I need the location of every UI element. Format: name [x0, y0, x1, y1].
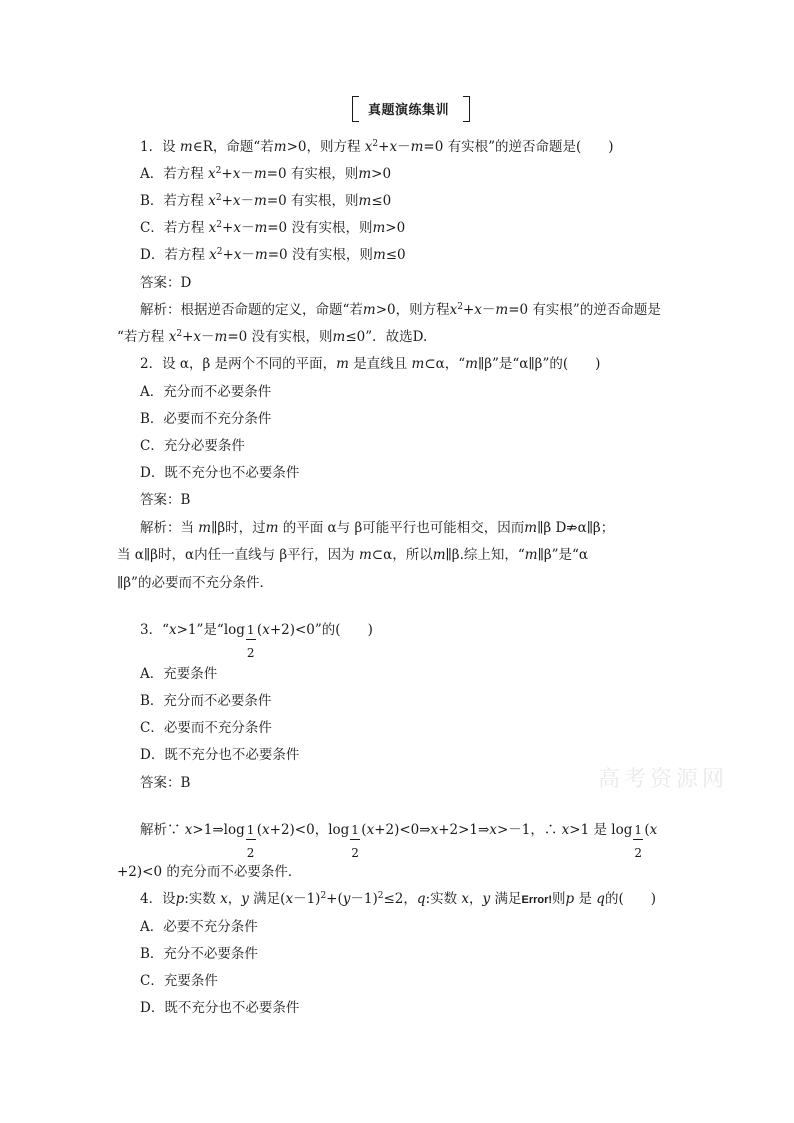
q3-option-c: C．必要而不充分条件	[140, 720, 272, 736]
q3-analysis-fraction-2: $\frac{1}{2}$	[351, 823, 359, 860]
right-bracket	[463, 96, 470, 122]
q3-option-b: B．充分而不必要条件	[140, 693, 272, 709]
q2-option-a: A．充分而不必要条件	[140, 384, 272, 400]
q3-fraction: $\frac{1}{2}$	[246, 623, 255, 660]
q4-option-c: C．充要条件	[140, 973, 218, 989]
q2-analysis-line1: 解析：当 m∥β时，过m 的平面 α与 β可能平行也可能相交，因而m∥β D⇏α∥β；	[140, 520, 615, 536]
section-title	[352, 96, 470, 122]
q4-option-b: B．充分不必要条件	[140, 946, 258, 962]
q1-option-b: B．若方程 $x^2+x-m=0$ 有实根，则m≤0	[140, 193, 392, 209]
watermark: 高考资源网	[598, 767, 729, 792]
q4-stem: 4．设p:实数 x，y 满足$(x-1)^2+(y-1)^2\le 2$，q:实数 x，y 满足Error!则p 是 q的( )	[140, 891, 656, 907]
q3-analysis-line1: 解析∵ x>1⇒log $\frac{1}{2}$ (x+2)<0，log $\frac{1}{2}$ (x+2)<0⇒x+2>1⇒x>－1，∴ x>1 是 log $\frac{1}{2}$ (x	[140, 822, 658, 860]
q2-option-b: B．必要而不充分条件	[140, 411, 272, 427]
q3-option-a: A．充要条件	[140, 666, 218, 682]
q3-analysis-fraction-1: $\frac{1}{2}$	[246, 823, 255, 860]
q2-analysis-line2: 当 α∥β时，α内任一直线与 β平行，因为 m⊂α，所以m∥β.综上知，“m∥β”是“α	[117, 547, 589, 563]
section-title-text: 真题演练集训	[368, 103, 450, 118]
error-placeholder: Error!	[521, 894, 553, 906]
q1-stem: 1．设 m∈R，命题“若m>0，则方程 $x^2+x-m=0$ 有实根”的逆否命题是( )	[140, 139, 614, 155]
q3-analysis-fraction-3: $\frac{1}{2}$	[634, 823, 643, 860]
q1-option-c: C．若方程 $x^2+x-m=0$ 没有实根，则m>0	[140, 220, 406, 236]
q1-answer: 答案：D	[140, 275, 192, 291]
q1-option-d: D．若方程 $x^2+x-m=0$ 没有实根，则m≤0	[140, 247, 406, 263]
q1-analysis-line1: 解析：根据逆否命题的定义，命题“若m>0，则方程$x^2+x-m=0$ 有实根”的逆否命题是	[140, 302, 661, 318]
q3-option-d: D．既不充分也不必要条件	[140, 747, 300, 763]
q3-stem: 3．“x>1”是“log $\frac{1}{2}$ (x+2)<0”的( )	[140, 622, 373, 660]
q4-option-a: A．必要不充分条件	[140, 919, 258, 935]
q2-stem: 2．设 α，β 是两个不同的平面，m 是直线且 m⊂α，“m∥β”是“α∥β”的( )	[140, 356, 601, 372]
q1-analysis-line2: “若方程 $x^2+x-m=0$ 没有实根，则m≤0”．故选D.	[117, 329, 428, 345]
q3-answer: 答案：B	[140, 775, 191, 791]
q3-analysis-line2: +2)<0 的充分而不必要条件．	[117, 864, 302, 880]
q4-option-d: D．既不充分也不必要条件	[140, 1000, 300, 1016]
q2-answer: 答案：B	[140, 492, 191, 508]
q2-analysis-line3: ∥β”的必要而不充分条件．	[117, 575, 273, 591]
q2-option-d: D．既不充分也不必要条件	[140, 465, 300, 481]
left-bracket	[352, 96, 359, 122]
q1-option-a: A．若方程 $x^2+x-m=0$ 有实根，则m>0	[140, 166, 392, 182]
q2-option-c: C．充分必要条件	[140, 438, 245, 454]
